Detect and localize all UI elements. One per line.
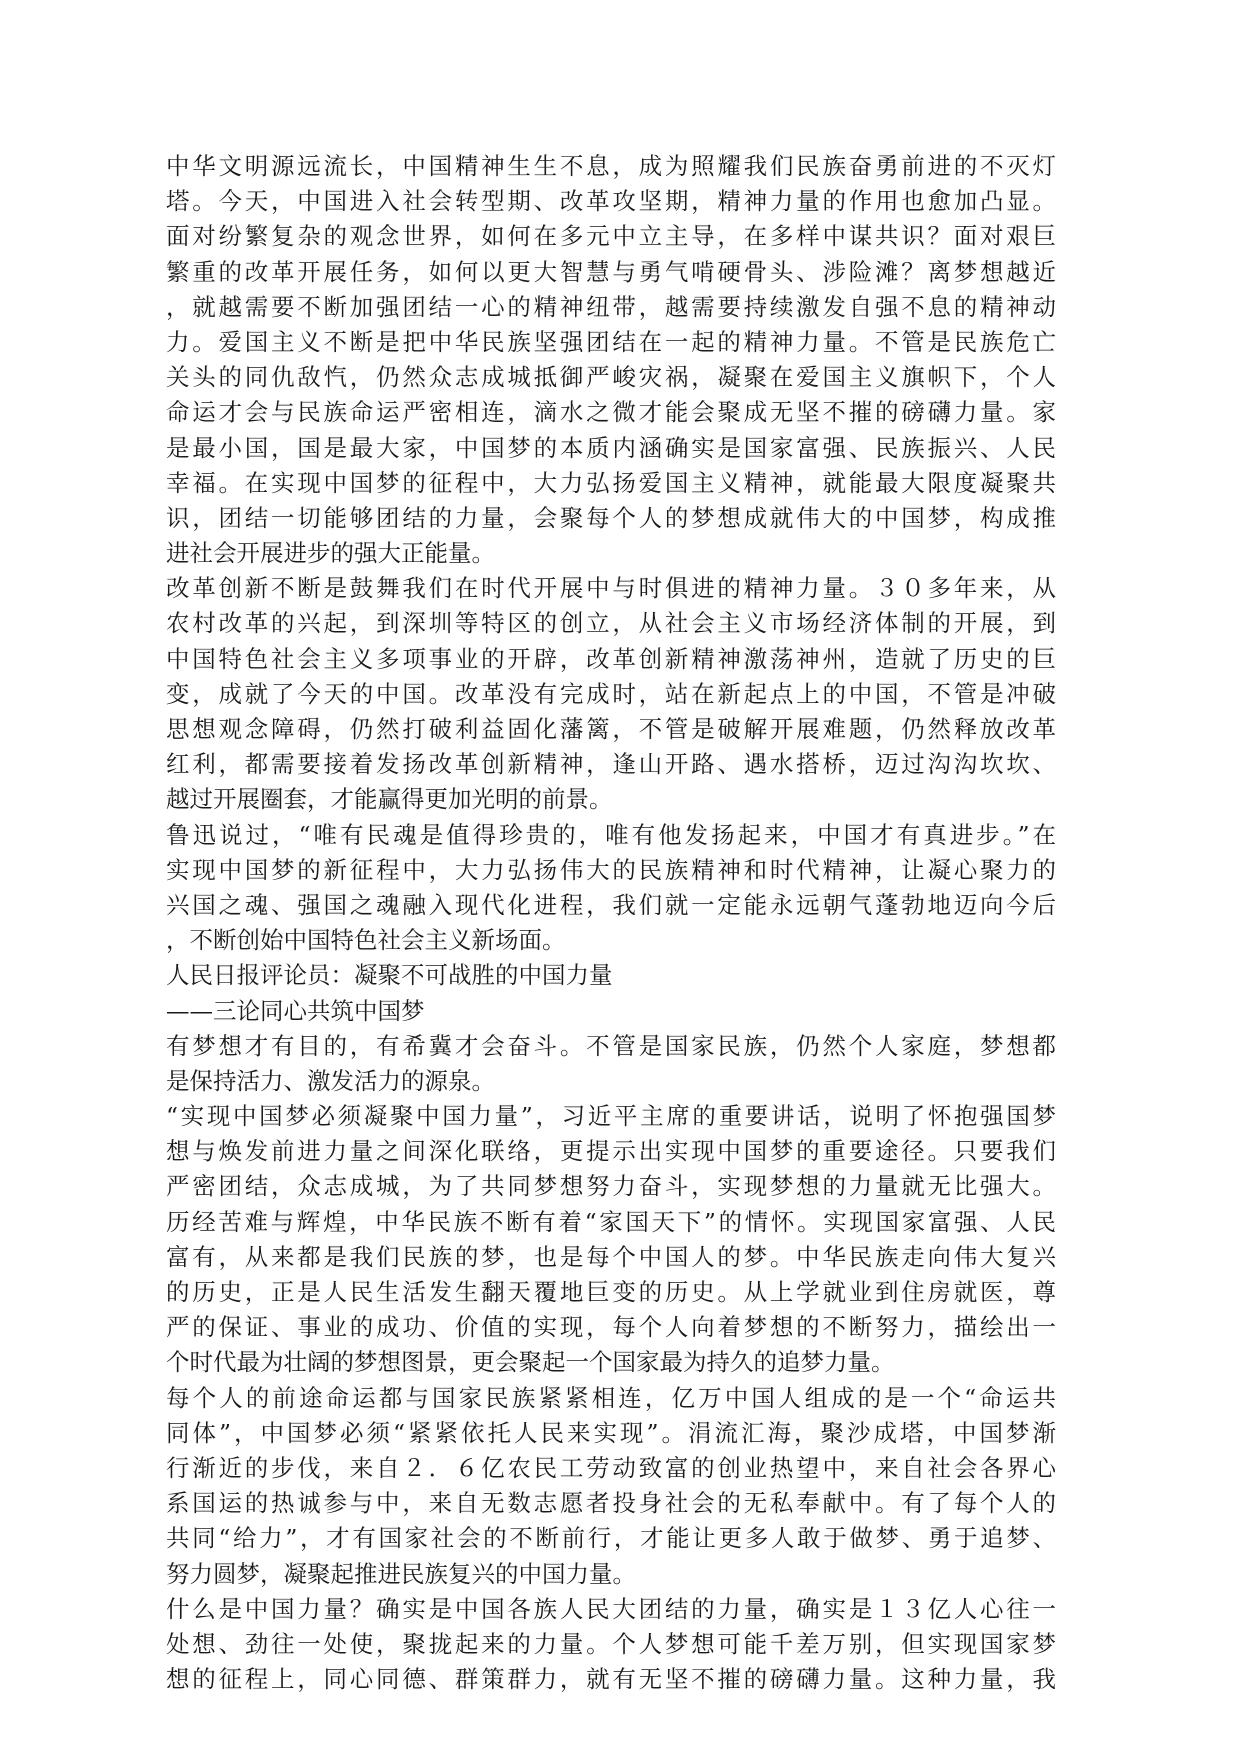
text-line: 个时代最为壮阔的梦想图景，更会聚起一个国家最为持久的追梦力量。 <box>166 1348 895 1377</box>
text-line: 农村改革的兴起，到深圳等特区的创立，从社会主义市场经济体制的开展，到 <box>166 609 1056 638</box>
text-line: 历经苦难与辉煌，中华民族不断有着“家国天下”的情怀。实现国家富强、人民 <box>166 1207 1056 1236</box>
text-line: 有梦想才有目的，有希冀才会奋斗。不管是国家民族，仍然个人家庭，梦想都 <box>166 1031 1056 1060</box>
text-line: 共同“给力”，才有国家社会的不断前行，才能让更多人敢于做梦、勇于追梦、 <box>166 1524 1056 1553</box>
text-line: 命运才会与民族命运严密相连，滴水之微才能会聚成无坚不摧的磅礴力量。家 <box>166 398 1056 427</box>
text-line: 兴国之魂、强国之魂融入现代化进程，我们就一定能永远朝气蓬勃地迈向今后 <box>166 890 1056 919</box>
text-line: ，不断创始中国特色社会主义新场面。 <box>166 926 566 955</box>
text-line: 人民日报评论员：凝聚不可战胜的中国力量 <box>166 961 613 990</box>
text-line: 面对纷繁复杂的观念世界，如何在多元中立主导，在多样中谋共识？面对艰巨 <box>166 222 1056 251</box>
text-line: 变，成就了今天的中国。改革没有完成时，站在新起点上的中国，不管是冲破 <box>166 679 1056 708</box>
text-line: 同体”，中国梦必须“紧紧依托人民来实现”。涓流汇海，聚沙成塔，中国梦渐 <box>166 1418 1056 1447</box>
text-line: 什么是中国力量？确实是中国各族人民大团结的力量，确实是１３亿人心往一 <box>166 1594 1056 1623</box>
text-line: 严的保证、事业的成功、价值的实现，每个人向着梦想的不断努力，描绘出一 <box>166 1313 1056 1342</box>
text-line: 塔。今天，中国进入社会转型期、改革攻坚期，精神力量的作用也愈加凸显。 <box>166 187 1056 216</box>
text-line: 系国运的热诚参与中，来自无数志愿者投身社会的无私奉献中。有了每个人的 <box>166 1489 1056 1518</box>
text-line: 改革创新不断是鼓舞我们在时代开展中与时俱进的精神力量。３０多年来，从 <box>166 574 1056 603</box>
text-line: 努力圆梦，凝聚起推进民族复兴的中国力量。 <box>166 1559 636 1588</box>
text-line: 力。爱国主义不断是把中华民族坚强团结在一起的精神力量。不管是民族危亡 <box>166 327 1056 356</box>
text-line: 是保持活力、激发活力的源泉。 <box>166 1066 495 1095</box>
text-line: 中国特色社会主义多项事业的开辟，改革创新精神激荡神州，造就了历史的巨 <box>166 644 1056 673</box>
text-line: 是最小国，国是最大家，中国梦的本质内涵确实是国家富强、民族振兴、人民 <box>166 433 1056 462</box>
text-line: 识，团结一切能够团结的力量，会聚每个人的梦想成就伟大的中国梦，构成推 <box>166 503 1056 532</box>
text-line: ，就越需要不断加强团结一心的精神纽带，越需要持续激发自强不息的精神动 <box>166 292 1056 321</box>
text-line: 关头的同仇敌忾，仍然众志成城抵御严峻灾祸，凝聚在爱国主义旗帜下，个人 <box>166 363 1056 392</box>
text-line: “实现中国梦必须凝聚中国力量”，习近平主席的重要讲话，说明了怀抱强国梦 <box>166 1102 1056 1131</box>
text-line: 行渐近的步伐，来自２．６亿农民工劳动致富的创业热望中，来自社会各界心 <box>166 1453 1056 1482</box>
text-line: 想的征程上，同心同德、群策群力，就有无坚不摧的磅礴力量。这种力量，我 <box>166 1665 1056 1694</box>
text-line: 进社会开展进步的强大正能量。 <box>166 539 495 568</box>
text-line: 红利，都需要接着发扬改革创新精神，逢山开路、遇水搭桥，迈过沟沟坎坎、 <box>166 750 1056 779</box>
text-line: 中华文明源远流长，中国精神生生不息，成为照耀我们民族奋勇前进的不灭灯 <box>166 152 1056 180</box>
text-line: 思想观念障碍，仍然打破利益固化藩篱，不管是破解开展难题，仍然释放改革 <box>166 715 1056 743</box>
document-body-text <box>166 149 1056 1697</box>
text-line: 越过开展圈套，才能赢得更加光明的前景。 <box>166 785 613 814</box>
text-line: 繁重的改革开展任务，如何以更大智慧与勇气啃硬骨头、涉险滩？离梦想越近 <box>166 257 1056 286</box>
text-line: 鲁迅说过，“唯有民魂是值得珍贵的，唯有他发扬起来，中国才有真进步。”在 <box>166 820 1056 849</box>
text-line: 处想、劲往一处使，聚拢起来的力量。个人梦想可能千差万别，但实现国家梦 <box>166 1629 1056 1658</box>
text-line: 的历史，正是人民生活发生翻天覆地巨变的历史。从上学就业到住房就医，尊 <box>166 1278 1056 1306</box>
text-line: ——三论同心共筑中国梦 <box>166 996 425 1025</box>
text-line: 想与焕发前进力量之间深化联络，更提示出实现中国梦的重要途径。只要我们 <box>166 1137 1056 1166</box>
text-line: 富有，从来都是我们民族的梦，也是每个中国人的梦。中华民族走向伟大复兴 <box>166 1242 1056 1271</box>
text-line: 实现中国梦的新征程中，大力弘扬伟大的民族精神和时代精神，让凝心聚力的 <box>166 855 1056 884</box>
text-line: 严密团结，众志成城，为了共同梦想努力奋斗，实现梦想的力量就无比强大。 <box>166 1172 1056 1201</box>
text-line: 每个人的前途命运都与国家民族紧紧相连，亿万中国人组成的是一个“命运共 <box>166 1383 1056 1412</box>
text-line: 幸福。在实现中国梦的征程中，大力弘扬爱国主义精神，就能最大限度凝聚共 <box>166 468 1056 497</box>
